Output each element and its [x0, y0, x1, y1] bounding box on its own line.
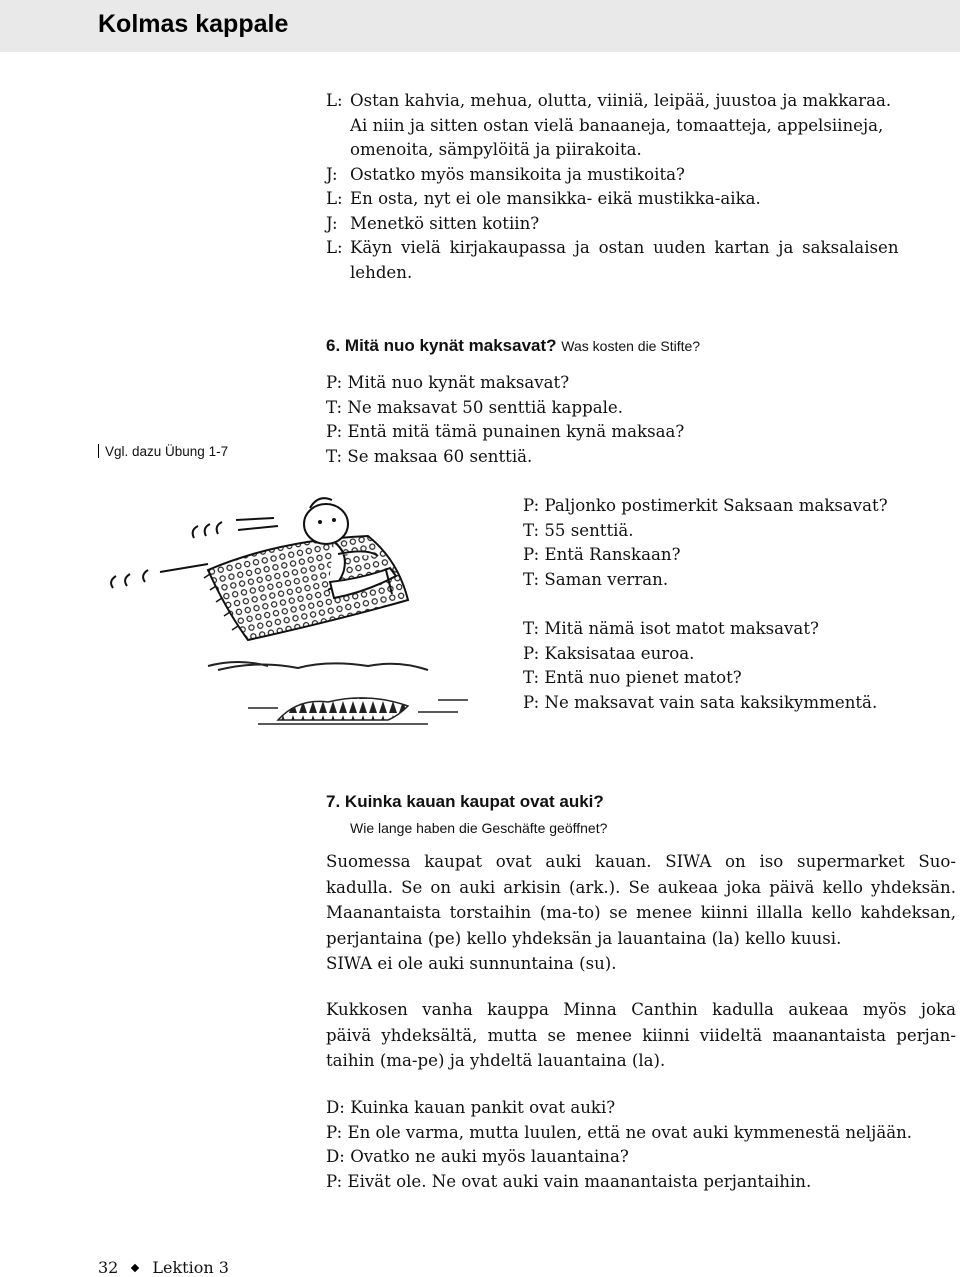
dialog-line: P: Eivät ole. Ne ovat auki vain maanantaista perjantaihin. [326, 1171, 812, 1191]
dialog-line: D: Kuinka kauan pankit ovat auki? [326, 1098, 616, 1117]
dialog-line: T: 55 senttiä. [523, 520, 634, 540]
dialog-line: P: Kaksisataa euroa. [523, 643, 695, 663]
dialog-line: T: Ne maksavat 50 senttiä kappale. [326, 397, 623, 417]
dialog-line: P: Ne maksavat vain sata kaksikymmentä. [523, 692, 878, 712]
flying-carpet-illustration [98, 490, 498, 740]
dialog-line: L: Ostan kahvia, mehua, olutta, viiniä, leipää, juustoa ja makkaraa. [326, 91, 892, 110]
dialog-stamps [523, 494, 888, 592]
dialog-line: D: Ovatko ne auki myös lauantaina? [326, 1147, 629, 1166]
page-number: 32 [98, 1258, 119, 1277]
lesson-label: Lektion 3 [152, 1258, 229, 1277]
dialog-line: J: Ostatko myös mansikoita ja mustikoita? [326, 164, 685, 184]
dialog-line: Ai niin ja sitten ostan vielä banaaneja, tomaatteja, appelsiineja, [350, 115, 884, 135]
dialog-line: P: En ole varma, mutta luulen, että ne ovat auki kymmenestä neljään. [326, 1122, 913, 1142]
section-7-heading: 7. Kuinka kauan kaupat ovat auki? [326, 792, 604, 811]
dialog-pens [326, 371, 684, 469]
dialog-line: omenoita, sämpylöitä ja piirakoita. [350, 140, 642, 159]
section-7-subtitle: Wie lange haben die Geschäfte geöffnet? [350, 820, 608, 836]
dialog-line: J: Menetkö sitten kotiin? [326, 213, 540, 233]
diamond-icon [131, 1264, 139, 1272]
section-6-heading: 6. Mitä nuo kynät maksavat? Was kosten die Stifte? [326, 336, 701, 355]
dialog-shopping [326, 89, 956, 285]
dialog-line: P: Mitä nuo kynät maksavat? [326, 373, 570, 392]
chapter-header [0, 0, 960, 52]
dialog-line: L: Käyn vielä kirjakaupassa ja ostan uuden kartan ja saksalaisen [326, 238, 899, 257]
margin-note: Vgl. dazu Übung 1-7 [98, 444, 228, 459]
dialog-line: P: Paljonko postimerkit Saksaan maksavat? [523, 496, 888, 515]
dialog-line: T: Se maksaa 60 senttiä. [326, 446, 533, 466]
chapter-title: Kolmas kappale [98, 10, 289, 38]
dialog-line: T: Entä nuo pienet matot? [523, 668, 742, 687]
dialog-line: L: En osta, nyt ei ole mansikka- eikä mustikka-aika. [326, 189, 761, 208]
dialog-banks [326, 1096, 912, 1194]
paragraph-siwa: Suomessa kaupat ovat auki kauan. SIWA on iso supermarket Suo- kadulla. Se on auki arkisin (ark.). Se aukeaa joka päivä kello yhdeksän. Maanantaista torstaihin (ma-to) se menee kiinni illalla kello kahdeksan, perjantaina (pe) kello yhdeksän ja lauantaina (la) kello kuusi. SIWA ei ole auki sunnuntaina (su). [326, 852, 956, 973]
paragraph-kukkonen: Kukkosen vanha kauppa Minna Canthin kadulla aukeaa myös joka päivä yhdeksältä, mutta se menee kiinni viideltä maanantaista perjan- taihin (ma-pe) ja yhdeltä lauantaina (la). [326, 1000, 956, 1070]
dialog-line: T: Saman verran. [523, 569, 669, 589]
dialog-line: P: Entä Ranskaan? [523, 545, 681, 564]
dialog-line: T: Mitä nämä isot matot maksavat? [523, 619, 819, 638]
dialog-line: lehden. [350, 262, 413, 282]
page-footer [98, 1258, 229, 1277]
dialog-rugs [523, 617, 877, 715]
dialog-line: P: Entä mitä tämä punainen kynä maksaa? [326, 422, 685, 441]
